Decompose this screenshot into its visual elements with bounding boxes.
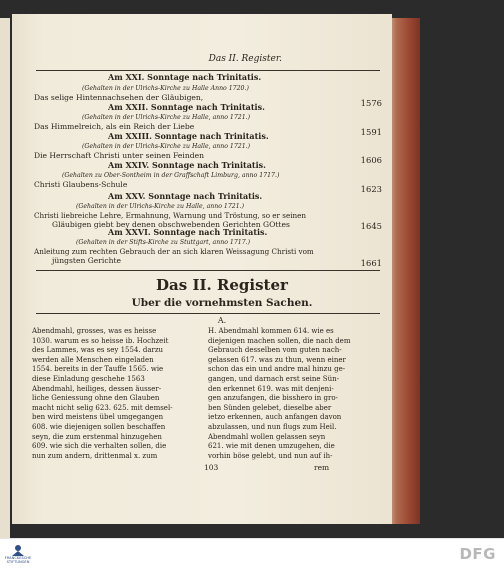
entry-page: 1661 bbox=[360, 258, 382, 268]
entry-page: 1645 bbox=[360, 221, 382, 231]
entry-note: (Gehalten in der Ulrichs-Kirche zu Halle, anno 1721.) bbox=[82, 143, 251, 150]
text-line: nun zum andern, drittenmal x. zum bbox=[32, 451, 158, 460]
text-line: gen anzufangen, die bisshero in gro- bbox=[208, 394, 338, 403]
entry-note: (Gehalten in der Ulrichs-Kirche zu Halle Anno 1720.) bbox=[82, 85, 249, 92]
section-title: Das II. Register bbox=[156, 276, 288, 294]
text-line: Gebrauch desselben vom guten nach- bbox=[208, 346, 342, 355]
text-line: Abendmahl, heiliges, dessen äusser- bbox=[32, 384, 162, 393]
text-line: macht nicht selig 623. 625. mit demsel- bbox=[32, 403, 173, 412]
entry-page: 1591 bbox=[360, 127, 382, 137]
viewer-footer bbox=[0, 538, 504, 568]
text-line: Abendmahl, grosses, was es heisse bbox=[32, 327, 157, 335]
text-line: des Lammes, was es sey 1554. darzu bbox=[32, 346, 164, 355]
text-line: 609. wie sich die verhalten sollen, die bbox=[32, 442, 167, 451]
subtitle-rule bbox=[36, 313, 380, 314]
entry-title: Anleitung zum rechten Gebrauch der an sich klaren Weissagung Christi vom bbox=[34, 247, 314, 256]
entry-note: (Gehalten in der Ulrichs-Kirche zu Halle, anno 1721.) bbox=[76, 203, 245, 210]
text-line: vorhin böse gelebt, und nun auf ih- bbox=[208, 451, 333, 460]
signature-mark: 103 bbox=[204, 463, 219, 472]
text-line: werden alle Menschen eingeladen bbox=[32, 355, 154, 364]
section-subtitle: Uber die vornehmsten Sachen. bbox=[131, 297, 313, 309]
catchword: rem bbox=[314, 463, 330, 472]
text-line: H. Abendmahl kommen 614. wie es bbox=[208, 327, 334, 335]
entry-heading: Am XXI. Sonntage nach Trinitatis. bbox=[108, 72, 262, 82]
left-logo-text: FRANCKESCHE STIFTUNGEN bbox=[4, 556, 32, 564]
dfg-logo[interactable]: DFG bbox=[459, 545, 496, 563]
entry-heading: Am XXIV. Sonntage nach Trinitatis. bbox=[108, 160, 266, 170]
text-line: abzulassen, und nun flugs zum Heil. bbox=[208, 422, 337, 431]
entry-note: (Gehalten zu Ober-Sontheim in der Graffschaft Limburg, anno 1717.) bbox=[62, 172, 280, 179]
text-line: Abendmahl wollen gelassen seyn bbox=[208, 432, 326, 441]
entry-heading: Am XXII. Sonntage nach Trinitatis. bbox=[108, 102, 265, 112]
text-line: 621. wie mit denen umzugehen, die bbox=[208, 442, 335, 451]
franckesche-stiftungen-logo[interactable] bbox=[4, 542, 32, 566]
text-line: ben wird meistens übel umgegangen bbox=[32, 413, 164, 422]
entry-title: Christi liebreiche Lehre, Ermahnung, Warnung und Tröstung, so er seinen bbox=[34, 211, 307, 220]
text-line: 1030. warum es so heisse ib. Hochzeit bbox=[32, 336, 169, 345]
text-line: ben Sünden gelebet, dieselbe aber bbox=[208, 403, 332, 412]
section-rule bbox=[36, 270, 380, 271]
entry-title-cont: Gläubigen giebt bey denen obschwebenden Gerichten GOttes bbox=[52, 220, 290, 229]
text-line: diejenigen machen sollen, die nach dem bbox=[208, 336, 351, 345]
header-rule bbox=[36, 70, 380, 71]
text-line: ietzo erkennen, auch anfangen davon bbox=[208, 413, 342, 422]
entry-title: Das selige Hintennachsehen der Gläubigen, bbox=[34, 93, 204, 102]
entry-page: 1576 bbox=[360, 98, 382, 108]
entry-heading: Am XXVI. Sonntage nach Trinitatis. bbox=[108, 227, 268, 237]
entry-title: Das Himmelreich, als ein Reich der Liebe bbox=[34, 122, 195, 131]
text-line: seyn, die zum erstenmal hinzugehen bbox=[32, 432, 162, 441]
entry-page: 1623 bbox=[360, 184, 382, 194]
entry-note: (Gehalten in der Stifts-Kirche zu Stuttgart, anno 1717.) bbox=[76, 239, 251, 246]
text-line: gelassen 617. was zu thun, wenn einer bbox=[208, 355, 346, 364]
text-line: schon das ein und andre mal hinzu ge- bbox=[208, 365, 346, 374]
text-line: diese Einladung geschehe 1563 bbox=[32, 374, 145, 383]
section-letter: A. bbox=[217, 316, 227, 325]
text-line: liche Geniessung ohne den Glauben bbox=[32, 394, 160, 403]
entry-heading: Am XXIII. Sonntage nach Trinitatis. bbox=[108, 131, 269, 141]
text-line: den erkennet 619. was mit denjeni- bbox=[208, 384, 334, 393]
text-line: 608. wie diejenigen sollen beschaffen bbox=[32, 422, 166, 431]
entry-heading: Am XXV. Sonntage nach Trinitatis. bbox=[108, 191, 263, 201]
left-page-edge bbox=[0, 18, 10, 538]
text-line: gangen, und darnach erst seine Sün- bbox=[208, 374, 339, 383]
entry-title: Die Herrschaft Christi unter seinen Feinden bbox=[34, 151, 204, 160]
page-header: Das II. Register. bbox=[208, 54, 282, 64]
entry-title: Christi Glaubens-Schule bbox=[34, 180, 128, 189]
book-page bbox=[12, 14, 392, 524]
entry-note: (Gehalten in der Ulrichs-Kirche zu Halle, anno 1721.) bbox=[82, 114, 251, 121]
left-column bbox=[32, 327, 173, 461]
crest-icon bbox=[4, 543, 32, 557]
text-line: 1554. bereits in der Tauffe 1565. wie bbox=[32, 365, 164, 374]
right-column bbox=[208, 327, 350, 461]
entry-title-cont: jüngsten Gerichte bbox=[52, 256, 122, 265]
entry-page: 1606 bbox=[360, 155, 382, 165]
